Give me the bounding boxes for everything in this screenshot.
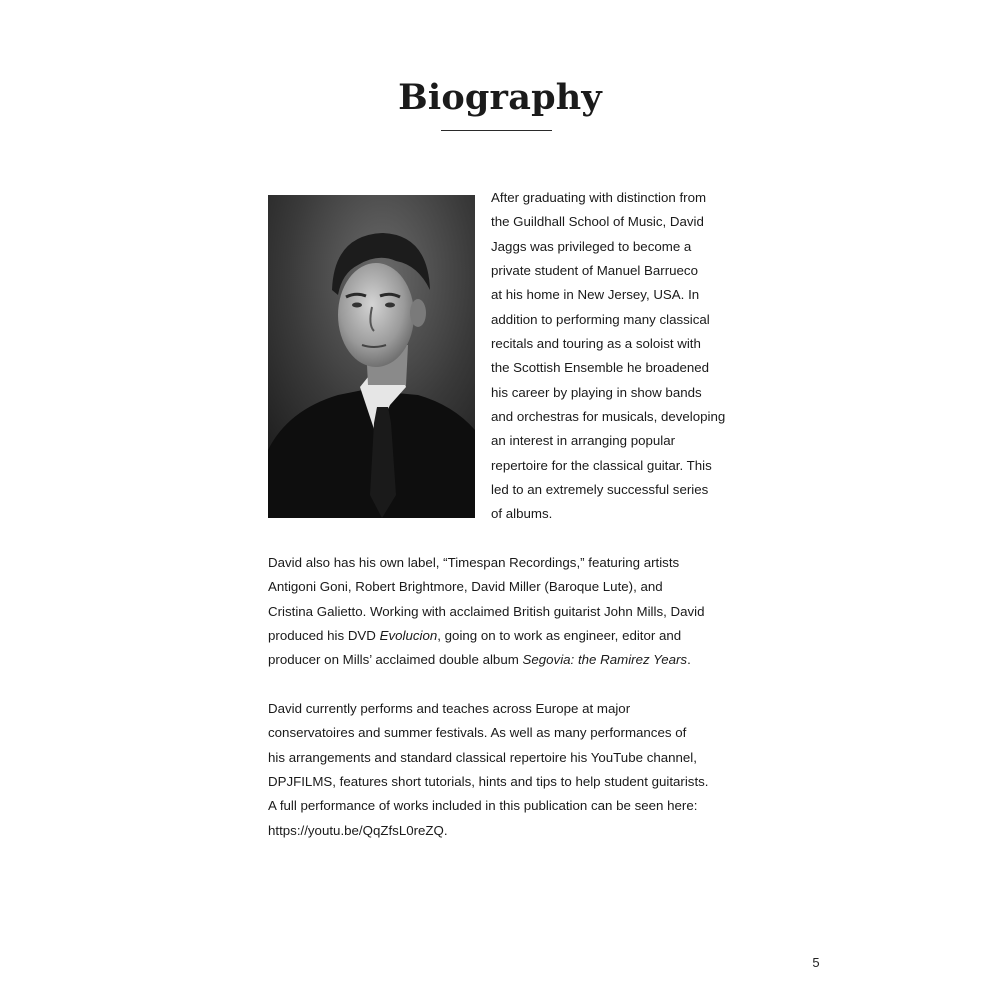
intro-line: an interest in arranging popular [491,433,676,449]
paragraph-line [268,624,748,648]
intro-line: led to an extremely successful series [491,482,709,498]
album-title: Segovia: the Ramirez Years [522,652,688,668]
paragraph-line [268,648,748,672]
intro-line: repertoire for the classical guitar. This [491,457,712,473]
paragraph-line: Antigoni Goni, Robert Brightmore, David Miller (Baroque Lute), and [268,579,663,595]
label-paragraph [268,551,748,673]
paragraph-line: David also has his own label, “Timespan Recordings,” featuring artists [268,555,680,570]
paragraph-line: A full performance of works included in this publication can be seen here: [268,798,698,814]
text-run: produced his DVD [268,628,380,644]
paragraph-line: conservatoires and summer festivals. As well as many performances of [268,725,687,741]
intro-line: at his home in New Jersey, USA. In [491,287,700,303]
intro-line: Jaggs was privileged to become a [491,238,692,254]
intro-line: private student of Manuel Barrueco [491,263,698,279]
paragraph-line: Cristina Galietto. Working with acclaimed British guitarist John Mills, David [268,603,705,619]
text-run: producer on Mills’ acclaimed double album [268,652,523,668]
paragraph-line: DPJFILMS, features short tutorials, hints and tips to help student guitarists. [268,774,709,790]
intro-line: addition to performing many classical [491,311,710,327]
intro-paragraph [491,186,751,527]
intro-line: After graduating with distinction from [491,190,707,205]
intro-line: the Scottish Ensemble he broadened [491,360,710,376]
dvd-title: Evolucion [379,628,438,644]
page-number: 5 [812,955,820,970]
paragraph-line: David currently performs and teaches across Europe at major [268,701,631,716]
text-run: , going on to work as engineer, editor and [437,628,682,644]
intro-line: the Guildhall School of Music, David [491,214,704,230]
youtube-link[interactable]: https://youtu.be/QqZfsL0reZQ. [268,822,448,838]
paragraph-line: his arrangements and standard classical repertoire his YouTube channel, [268,749,697,765]
intro-line: and orchestras for musicals, developing [491,409,726,425]
page-title: Biography [398,77,602,118]
intro-line: of albums. [491,506,553,522]
title-underline [441,130,552,131]
current-work-paragraph [268,697,748,843]
intro-line: recitals and touring as a soloist with [491,336,701,352]
intro-line: his career by playing in show bands [491,384,702,400]
portrait-photo [268,195,475,518]
text-run: . [687,652,691,668]
